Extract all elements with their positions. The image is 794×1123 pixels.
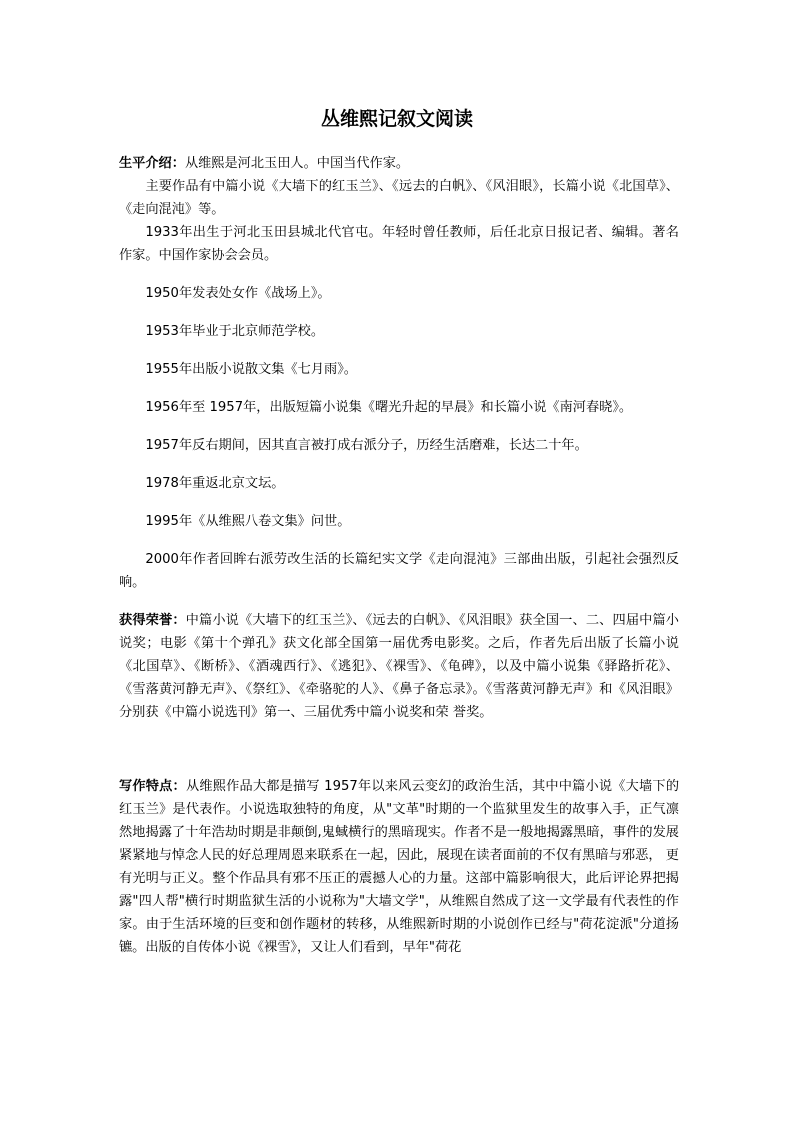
bio-intro-text: 从维熙是河北玉田人。中国当代作家。 [184,156,410,171]
bio-1957-paragraph: 1957年反右期间，因其直言被打成右派分子，历经生活磨难，长达二十年。 [145,438,588,453]
bio-1956-paragraph: 1956年至 1957年，出版短篇小说集《曙光升起的早晨》和长篇小说《南河春晓》。 [145,400,633,415]
honors-label: 获得荣誉： [119,613,186,628]
page-title: 丛维熙记叙文阅读 [320,108,473,130]
bio-1953-paragraph: 1953年毕业于北京师范学校。 [145,324,325,339]
bio-1933-paragraph: 1933年出生于河北玉田县城北代官屯。年轻时曾任教师，后任北京日报记者、编辑。著名作家。中国作家协会会员。 [119,225,679,263]
bio-label: 生平介绍： [119,156,185,171]
bio-intro-paragraph [119,152,679,175]
bio-1955-paragraph: 1955年出版小说散文集《七月雨》。 [145,362,357,377]
bio-2000-paragraph: 2000年作者回眸右派劳改生活的长篇纪实文学《走向混沌》三部曲出版，引起社会强烈反响。 [119,552,679,590]
honors-paragraph [119,609,679,724]
bio-1978-paragraph: 1978年重返北京文坛。 [145,476,285,491]
bio-1950-paragraph: 1950年发表处女作《战场上》。 [145,286,331,301]
bio-1995-paragraph: 1995年《从维熙八卷文集》问世。 [145,514,351,529]
honors-text: 中篇小说《大墙下的红玉兰》、《远去的白帆》、《风泪眼》获全国一、二、四届中篇小说奖；电影《第十个弹孔》获文化部全国第一届优秀电影奖。之后，作者先后出版了长篇小说《北国草》、《断桥》、《酒魂西行》、《逃犯》、《裸雪》、《龟碑》，以及中篇小说集《驿路折花》、《雪落黄河静无声》、《祭红》、《牵骆驼的人》、《鼻子备忘录》。《雪落黄河静无声》和《风泪眼》分别获《中篇小说选刊》第一、三届优秀中篇小说奖和荣 誉奖。 [119,613,679,720]
bio-works-paragraph: 主要作品有中篇小说《大墙下的红玉兰》、《远去的白帆》、《风泪眼》，长篇小说《北国草》、《走向混沌》等。 [119,179,679,217]
document-body [119,152,679,959]
features-paragraph [119,775,679,959]
features-label: 写作特点： [119,779,186,794]
features-text: 从维熙作品大都是描写 1957年以来风云变幻的政治生活，其中中篇小说《大墙下的红玉兰》是代表作。小说选取独特的角度，从"文革"时期的一个监狱里发生的故事入手，正气凛然地揭露了十年浩劫时期是非颠倒,鬼蜮横行的黑暗现实。作者不是一般地揭露黑暗，事件的发展紧紧地与悼念人民的好总理周恩来联系在一起，因此，展现在读者面前的不仅有黑暗与邪恶， 更有光明与正义。整个作品具有邪不压正的震撼人心的力量。这部中篇影响很大，此后评论界把揭露"四人帮"横行时期监狱生活的小说称为"大墙文学"，从维熙自然成了这一文学最有代表性的作家。由于生活环境的巨变和创作题材的转移，从维熙新时期的小说创作已经与"荷花淀派"分道扬镳。出版的自传体小说《裸雪》，又让人们看到，早年"荷花 [119,779,680,955]
